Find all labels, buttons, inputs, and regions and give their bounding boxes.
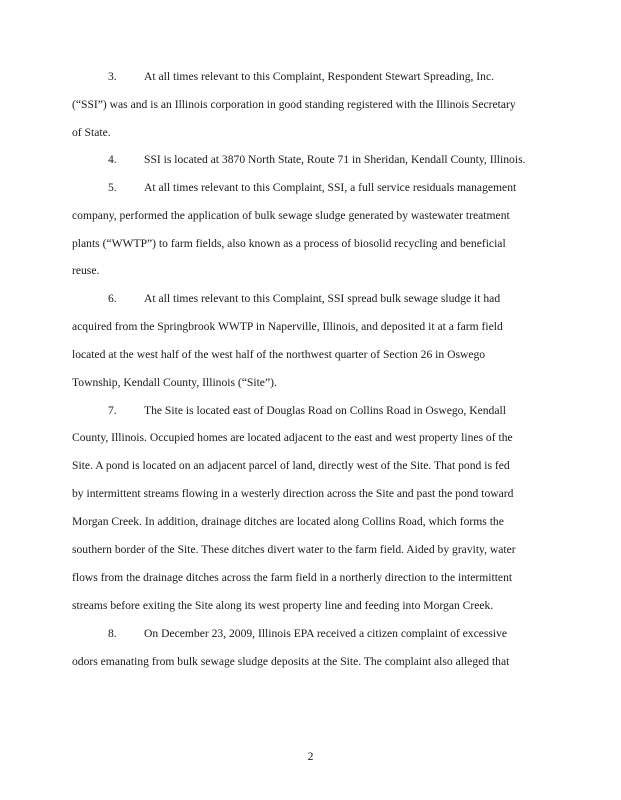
paragraph-7-line-4: by intermittent streams flowing in a westerly direction across the Site and past the pond toward (72, 487, 514, 500)
paragraph-6-line-4: Township, Kendall County, Illinois (“Site”). (72, 376, 277, 389)
paragraph-8-number: 8. (108, 627, 117, 640)
paragraph-4-line-1: SSI is located at 3870 North State, Route 71 in Sheridan, Kendall County, Illinois. (144, 153, 526, 166)
paragraph-7-line-6: southern border of the Site. These ditches divert water to the farm field. Aided by gravity, water (72, 543, 516, 556)
paragraph-7-number: 7. (108, 404, 117, 417)
paragraph-3-number: 3. (108, 70, 117, 83)
paragraph-7-line-1: The Site is located east of Douglas Road on Collins Road in Oswego, Kendall (144, 404, 506, 417)
paragraph-6-line-1: At all times relevant to this Complaint, SSI spread bulk sewage sludge it had (144, 292, 501, 305)
paragraph-5-number: 5. (108, 181, 117, 194)
paragraph-5-line-3: plants (“WWTP”) to farm fields, also known as a process of biosolid recycling and beneficial (72, 237, 506, 250)
paragraph-6-number: 6. (108, 292, 117, 305)
paragraph-7-line-7: flows from the drainage ditches across the farm field in a northerly direction to the intermittent (72, 571, 513, 584)
paragraph-7-line-2: County, Illinois. Occupied homes are located adjacent to the east and west property lines of the (72, 431, 513, 444)
paragraph-6-line-2: acquired from the Springbrook WWTP in Naperville, Illinois, and deposited it at a farm field (72, 320, 503, 333)
paragraph-5-line-4: reuse. (72, 264, 100, 277)
paragraph-8-line-2: odors emanating from bulk sewage sludge deposits at the Site. The complaint also alleged that (72, 655, 510, 668)
paragraph-8-line-1: On December 23, 2009, Illinois EPA received a citizen complaint of excessive (144, 627, 508, 640)
paragraph-7-line-3: Site. A pond is located on an adjacent parcel of land, directly west of the Site. That pond is fed (72, 459, 510, 472)
paragraph-7-line-5: Morgan Creek. In addition, drainage ditches are located along Collins Road, which forms the (72, 515, 504, 528)
paragraph-4-number: 4. (108, 153, 117, 166)
paragraph-3-line-1: At all times relevant to this Complaint, Respondent Stewart Spreading, Inc. (144, 70, 495, 83)
page-number: 2 (307, 750, 314, 763)
paragraph-5-line-2: company, performed the application of bulk sewage sludge generated by wastewater treatment (72, 209, 510, 222)
paragraph-3-line-3: of State. (72, 126, 111, 139)
paragraph-7-line-8: streams before exiting the Site along its west property line and feeding into Morgan Creek. (72, 599, 494, 612)
paragraph-3-line-2: (“SSI”) was and is an Illinois corporation in good standing registered with the Illinois Secretary (72, 98, 516, 111)
paragraph-6-line-3: located at the west half of the west half of the northwest quarter of Section 26 in Oswego (72, 348, 486, 361)
paragraph-5-line-1: At all times relevant to this Complaint, SSI, a full service residuals management (144, 181, 517, 194)
